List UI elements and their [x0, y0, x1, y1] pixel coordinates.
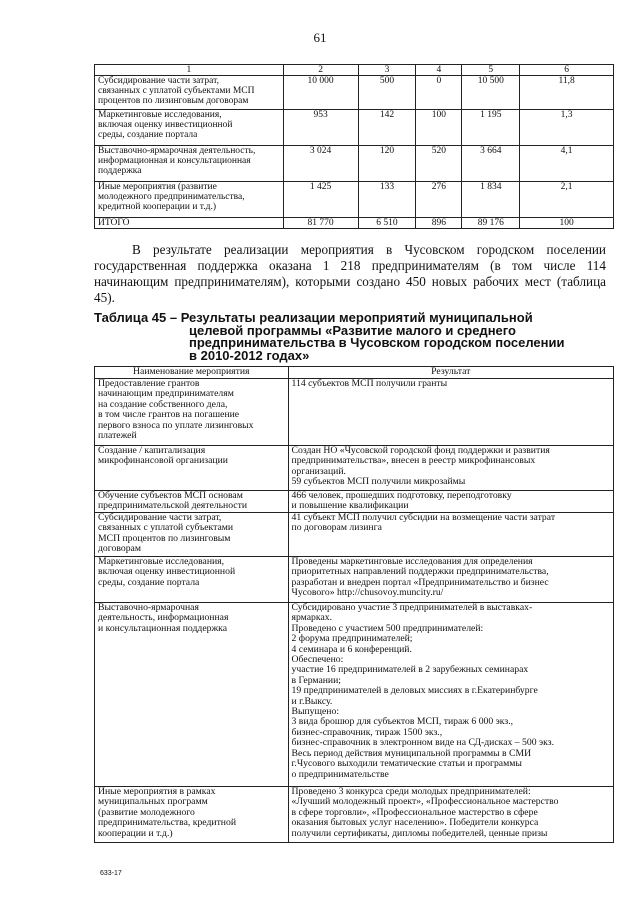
cell-value: 120 — [358, 146, 416, 182]
measure-result: Создан НО «Чусовской городской фонд поддержки и развития предпринимательства», внесен в реестр микрофинансовых организаций. 59 субъектов МСП получили микрозаймы — [288, 446, 613, 491]
cell-value: 1,3 — [520, 110, 614, 146]
caption-line: в 2010-2012 годах» — [189, 347, 310, 363]
table-row — [95, 379, 614, 446]
cell-value: 11,8 — [520, 76, 614, 110]
cell-value: 0 — [416, 76, 462, 110]
measure-name: Маркетинговые исследования, включая оценку инвестиционной среды, создание портала — [95, 557, 289, 603]
table-row — [95, 110, 614, 146]
column-number: 1 — [95, 65, 284, 76]
table-row — [95, 787, 614, 843]
cell-value: 10 000 — [283, 76, 358, 110]
table-row — [95, 491, 614, 513]
cell-value: 4,1 — [520, 146, 614, 182]
cell-value: 89 176 — [462, 218, 520, 229]
caption-line: целевой программы «Развитие малого и среднего — [189, 322, 516, 338]
measure-name: Создание / капитализация микрофинансовой организации — [95, 446, 289, 491]
row-label: ИТОГО — [95, 218, 284, 229]
measure-name: Иные мероприятия в рамках муниципальных программ (развитие молодежного предпринимательства, кредитной кооперации и т.д.) — [95, 787, 289, 843]
cell-value: 100 — [416, 110, 462, 146]
measure-result: Проведены маркетинговые исследования для определения приоритетных направлений поддержки предпринимательства, разработан и внедрен портал «Предпринимательство и бизнес Чусового» http://chusovoy.muncity.ru/ — [288, 557, 613, 603]
caption-lead: Таблица 45 – Результаты реализации мероприятий муниципальной — [94, 310, 533, 325]
cell-value: 500 — [358, 76, 416, 110]
table-row — [95, 513, 614, 557]
table-row — [95, 146, 614, 182]
measure-result: Проведено 3 конкурса среди молодых предпринимателей: «Лучший молодежный проект», «Профессиональное мастерство в сфере торговли», «Профессиональное мастерство в сфере оказания бытовых услуг населению». Победители конкурса получили сертификаты, дипломы победителей, ценные призы — [288, 787, 613, 843]
cell-value: 81 770 — [283, 218, 358, 229]
column-number: 5 — [462, 65, 520, 76]
row-label: Иные мероприятия (развитие молодежного предпринимательства, кредитной кооперации и т.д.) — [95, 182, 284, 218]
cell-value: 896 — [416, 218, 462, 229]
column-header: Наименование мероприятия — [95, 367, 289, 379]
cell-value: 1 195 — [462, 110, 520, 146]
footer-code: 633-17 — [100, 870, 122, 877]
cell-value: 6 510 — [358, 218, 416, 229]
cell-value: 953 — [283, 110, 358, 146]
measure-name: Субсидирование части затрат, связанных с уплатой субъектами МСП процентов по лизинговым договорам — [95, 513, 289, 557]
table-row — [95, 557, 614, 603]
column-header: Результат — [288, 367, 613, 379]
row-label: Выставочно-ярмарочная деятельность, информационная и консультационная поддержка — [95, 146, 284, 182]
column-number: 4 — [416, 65, 462, 76]
cell-value: 133 — [358, 182, 416, 218]
column-number: 3 — [358, 65, 416, 76]
cell-value: 100 — [520, 218, 614, 229]
table-row — [95, 603, 614, 787]
measure-result: 41 субъект МСП получил субсидии на возмещение части затрат по договорам лизинга — [288, 513, 613, 557]
measure-result: 466 человек, прошедших подготовку, переподготовку и повышение квалификации — [288, 491, 613, 513]
table-header-row — [95, 65, 614, 76]
row-label: Субсидирование части затрат, связанных с уплатой субъектами МСП процентов по лизинговым договорам — [95, 76, 284, 110]
cell-value: 520 — [416, 146, 462, 182]
measure-name: Обучение субъектов МСП основам предпринимательской деятельности — [95, 491, 289, 513]
cell-value: 276 — [416, 182, 462, 218]
table-row — [95, 182, 614, 218]
cell-value: 1 425 — [283, 182, 358, 218]
measure-result: 114 субъектов МСП получили гранты — [288, 379, 613, 446]
results-table — [94, 366, 614, 843]
table-row — [95, 76, 614, 110]
table-header-row — [95, 367, 614, 379]
row-label: Маркетинговые исследования, включая оценку инвестиционной среды, создание портала — [95, 110, 284, 146]
body-paragraph: В результате реализации мероприятия в Чусовском городском поселении государственная поддержка оказана 1 218 предпринимателям (в том числе 114 начинающим предпринимателям), которыми создано 450 новых рабочих мест (таблица 45). — [94, 242, 606, 305]
column-number: 2 — [283, 65, 358, 76]
measure-name: Выставочно-ярмарочная деятельность, информационная и консультационная поддержка — [95, 603, 289, 787]
cell-value: 1 834 — [462, 182, 520, 218]
measure-name: Предоставление грантов начинающим предпринимателям на создание собственного дела, в том числе грантов на погашение первого взноса по уплате лизинговых платежей — [95, 379, 289, 446]
table-caption — [94, 312, 614, 362]
column-number: 6 — [520, 65, 614, 76]
cell-value: 2,1 — [520, 182, 614, 218]
cell-value: 142 — [358, 110, 416, 146]
budget-table — [94, 64, 614, 229]
table-total-row — [95, 218, 614, 229]
caption-line: предпринимательства в Чусовском городском поселении — [189, 335, 565, 350]
cell-value: 3 024 — [283, 146, 358, 182]
cell-value: 10 500 — [462, 76, 520, 110]
page-number: 61 — [313, 30, 327, 45]
measure-result: Субсидировано участие 3 предпринимателей в выставках- ярмарках. Проведено с участием 500 предпринимателей: 2 форума предпринимателей; 4 семинара и 6 конференций. Обеспечено: участие 16 предпринимателей в 2 зарубежных семинарах в Германии; 19 предпринимателей в деловых миссиях в г.Екатеринбурге и г.Выксу. Выпущено: 3 вида брошюр для субъектов МСП, тираж 6 000 экз., бизнес-справочник, тираж 1500 экз., бизнес-справочник в электронном виде на СД-дисках – 500 экз. Весь период действия муниципальной программы в СМИ г.Чусового выходили тематические статьи и программы о предпринимательстве — [288, 603, 613, 787]
cell-value: 3 664 — [462, 146, 520, 182]
table-row — [95, 446, 614, 491]
